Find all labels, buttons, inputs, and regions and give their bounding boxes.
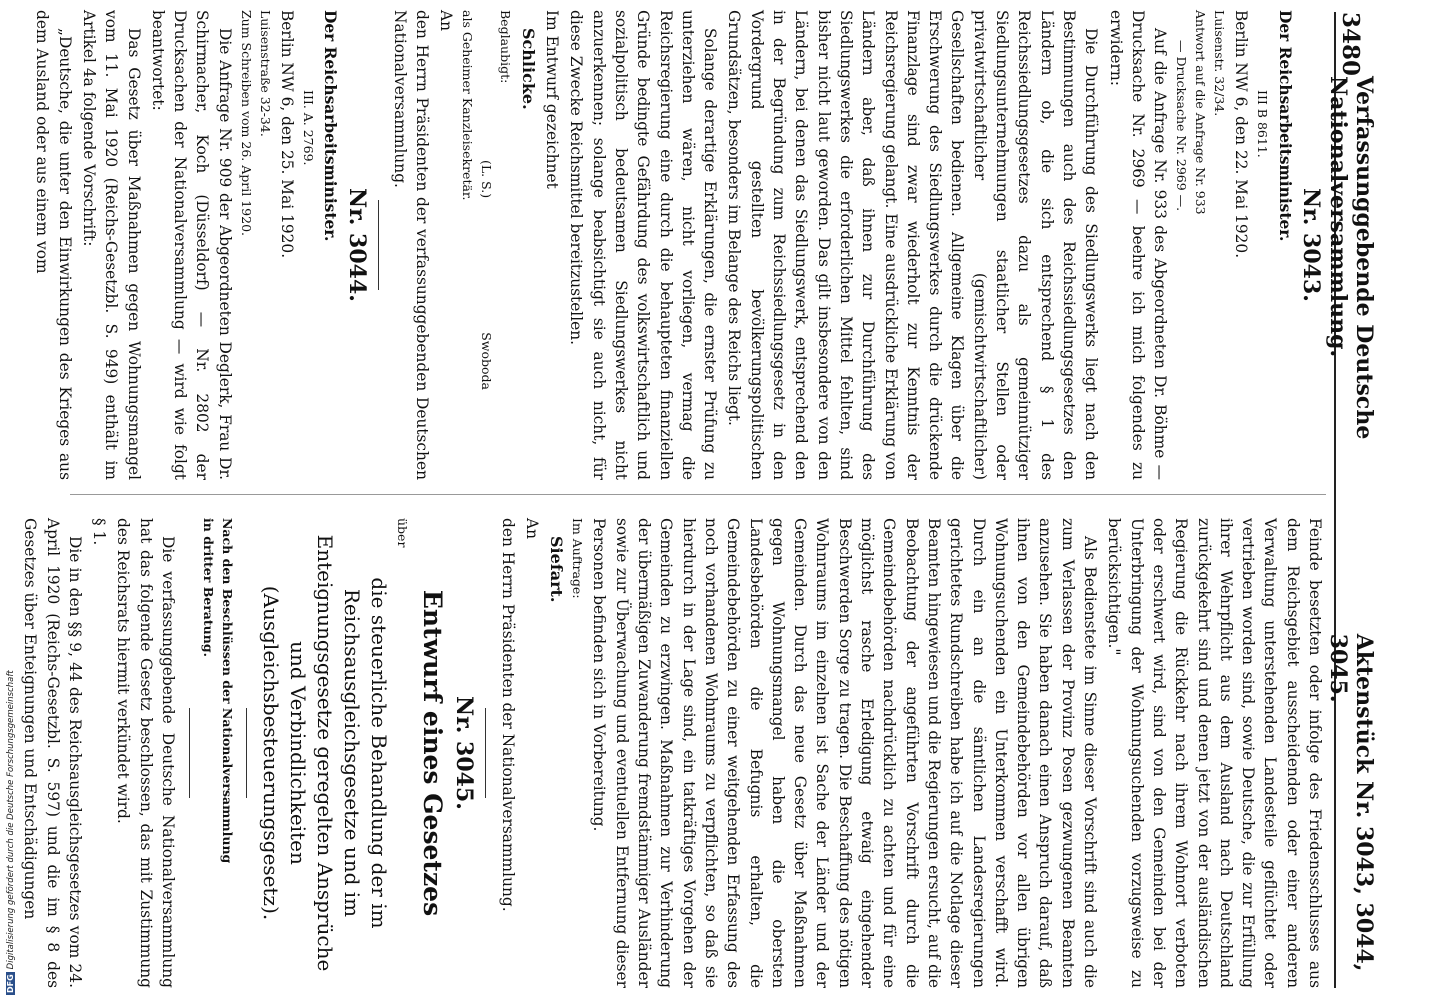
separator-rule bbox=[189, 708, 190, 798]
nr3043-beglaubiger: Swoboda bbox=[479, 332, 495, 390]
nr3044-street: Luisenstraße 32-34. bbox=[257, 10, 273, 137]
nr3045-paragraph-1: Die verfassunggebende Deutsche Nationalversammlung hat das folgende Gesetz beschlossen, das mit Zustimmung des Reichsrats hiermit verkündet wird. bbox=[114, 518, 178, 988]
nr3043-antwort: Antwort auf die Anfrage Nr. 933 bbox=[1193, 10, 1209, 215]
nr3043-seal: (L. S.) bbox=[479, 160, 495, 199]
nr3044-heading: Nr. 3044. bbox=[343, 188, 370, 302]
nr3045-subtitle: die steuerliche Behandlung der im Reichsausgleichsgesetze und im Enteignungsgesetze geregelten Ansprüche und Verbindlichkeiten bbox=[286, 534, 392, 972]
nr3043-drucksache: — Drucksache Nr. 2969 —. bbox=[1174, 40, 1190, 212]
nr3045-title: Entwurf eines Gesetzes bbox=[418, 589, 448, 917]
nr3043-paragraph-2: Die Durchführung des Siedlungswerks liegt nach den Bestimmungen auch des Reichssiedlungsgesetzes den Ländern ob, die sich entsprechend § 1 des Reichssiedlungsgesetzes dazu als gemeinnütziger Siedlungsunternehmungen staatlicher Stellen oder privatwirtschaftlicher (gemischtwirtschaftlicher) Gesellschaften bedienen. Allgemeine Klagen über die Erschwerung des Siedlungswerkes durch die drückende Finanzlage sind zwar wiederholt zur Kenntnis der Reichsregierung gelangt. Eine ausdrückliche Erklärung von Ländern aber, daß ihnen zur Durchführung des Siedlungswerkes die erforderlichen Mittel fehlten, sind bisher nicht laut geworden. Das gilt insbesondere von den Ländern, bei denen das Siedlungswerk, entsprechend den in der Begründung zum Reichssiedlungsgesetz in den Vordergrund gestellten bevölkerungspolitischen Grundsätzen, besonders im Belange des Reichs liegt. bbox=[725, 10, 1101, 480]
page-number: 3480 bbox=[1337, 12, 1365, 77]
nr3044-signer: Siefart. bbox=[547, 536, 567, 603]
nr3043-heading: Nr. 3043. bbox=[1298, 188, 1324, 302]
nr3043-sender: Der Reichsarbeitsminister. bbox=[1275, 10, 1294, 242]
nr3043-signer: Schlicke. bbox=[518, 28, 538, 110]
nr3044-paragraph-2: Das Gesetz über Maßnahmen gegen Wohnungsmangel vom 11. Mai 1920 (Reichs-Gesetzbl. S. 949) enthält im Artikel 4a folgende Vorschrift: bbox=[79, 10, 143, 480]
nr3045-beschluesse-1: Nach den Beschlüssen der Nationalversammlung bbox=[220, 518, 236, 864]
digitization-footer bbox=[2, 610, 26, 1000]
separator-rule bbox=[246, 708, 247, 798]
column-divider bbox=[70, 494, 1326, 495]
nr3044-schreiben: Zum Schreiben vom 26. April 1920. bbox=[238, 10, 254, 236]
footer-text: Digitalisierung gefördert durch die Deutsche Forschungsgemeinschaft bbox=[6, 670, 16, 970]
nr3044-place-date: Berlin NW 6, den 25. Mai 1920. bbox=[278, 10, 297, 259]
nr3044-paragraph-1: Die Anfrage Nr. 909 der Abgeordneten Deglerk, Frau Dr. Schirmacher, Koch (Düsseldorf) — Nr. 2802 der Drucksachen der Nationalversammlung — wird wie folgt beantwortet: bbox=[148, 10, 234, 480]
nr3043-im-entwurf: Im Entwurf gezeichnet bbox=[543, 10, 562, 189]
page-header bbox=[1325, 12, 1377, 988]
document-page bbox=[21, 0, 1380, 1000]
nr3045-paragraph-2: Die in den §§ 9, 44 des Reichsausgleichsgesetzes vom 24. April 1920 (Reichs-Gesetzbl. S. 597) und die im § 8 des Gesetzes über Enteignungen und Entschädigungen bbox=[21, 518, 84, 988]
nr3044-recipient: den Herrn Präsidenten der Nationalversammlung. bbox=[498, 518, 517, 912]
nr3045-section-1: § 1. bbox=[90, 518, 109, 546]
page-title: Verfassunggebende Deutsche Nationalversammlung. bbox=[1325, 76, 1377, 440]
nr3044-reference: III. A. 2769. bbox=[301, 90, 317, 166]
nr3044-continuation: Feinde besetzten oder infolge des Friedensschlusses aus dem Reichsgebiet ausscheidenden oder einer anderen Verwaltung unterstehenden Landesteile geflüchtet oder vertrieben worden sind, sowie Deutsche, die zur Erfüllung ihrer Wehrpflicht aus dem Ausland nach Deutschland zurückgekehrt sind und denen jetzt von der ausländischen Regierung die Rückkehr nach ihrem Wohnort verboten oder erschwert wird, sind von den Gemeinden bei der Unterbringung der Wohnungsuchenden vorzugsweise zu berücksichtigen." bbox=[1105, 518, 1324, 988]
nr3045-beschluesse-2: in dritter Beratung. bbox=[201, 518, 217, 657]
nr3044-an: An bbox=[522, 518, 541, 540]
nr3043-street: Luisenstr. 32/34. bbox=[1212, 10, 1228, 117]
nr3044-sender: Der Reichsarbeitsminister. bbox=[321, 10, 340, 242]
separator-rule bbox=[485, 708, 486, 798]
nr3045-ueber: über bbox=[395, 518, 411, 548]
nr3043-place-date: Berlin NW 6, den 22. Mai 1920. bbox=[1232, 10, 1251, 259]
nr3043-recipient: den Herrn Präsidenten der verfassunggebenden Deutschen Nationalversammlung. bbox=[390, 10, 432, 480]
nr3045-paren: (Ausgleichsbesteuerungsgesetz). bbox=[259, 585, 284, 921]
nr3043-paragraph-3: Solange derartige Erklärungen, die ernster Prüfung zu unterziehen wären, nicht vorliegen, vermag die Reichsregierung eine durch die behaupteten finanziellen Gründe bedingte Gefährdung des volkswirtschaftlich und sozialpolitisch bedeutsamen Siedlungswerkes nicht anzuerkennen; solange beabsichtigt sie auch nicht, für diese Zwecke Reichsmittel bereitzustellen. bbox=[567, 10, 720, 480]
nr3043-an: An bbox=[437, 10, 456, 32]
dfg-logo: DFG bbox=[6, 974, 15, 993]
nr3044-paragraph-als: Als Bedienstete im Sinne dieser Vorschrift sind auch die zum Verlassen der Provinz Posen gezwungenen Beamten anzusehen. Sie haben danach einen Anspruch darauf, daß ihnen von den Gemeindebehörden vor allen übrigen Wohnungsuchenden ein Unterkommen verschafft wird. Durch ein an die sämtlichen Landesregierungen gerichtetes Rundschreiben habe ich auf die Notlage dieser Beamten hingewiesen und die Regierungen ersucht, auf die Beobachtung der angeführten Vorschrift durch die Gemeindebehörden nachdrücklich zu achten und für eine möglichst rasche Erledigung etwaig eingehender Beschwerden Sorge zu tragen. Die Beschaffung des nötigen Wohnraums im einzelnen ist Sache der Länder und der Gemeinden. Durch das neue Gesetz über Maßnahmen gegen Wohnungsmangel haben die obersten Landesbehörden die Befugnis erhalten, die Gemeindebehörden zu einer weitgehenden Erfassung des noch vorhandenen Wohnraums zu verpflichten, so daß sie hierdurch in der Lage sind, ein tatkräftiges Vorgehen der Gemeinden zu erzwingen. Maßnahmen zur Verhinderung der übermäßigen Zuwanderung fremdstämmiger Ausländer sowie zur Überwachung und eventuellen Entfernung dieser Personen befinden sich in Vorbereitung. bbox=[590, 518, 1100, 988]
nr3044-im-auftrage: Im Auftrage: bbox=[570, 518, 586, 599]
nr3043-beglaubigt: Beglaubigt: bbox=[498, 10, 514, 84]
nr3043-paragraph-1: Auf die Anfrage Nr. 933 des Abgeordneten Dr. Böhme — Drucksache Nr. 2969 — beehre ich mich folgendes zu erwidern: bbox=[1106, 10, 1170, 480]
aktenstueck-numbers: Aktenstück Nr. 3043, 3044, 3045. bbox=[1325, 633, 1377, 972]
nr3043-beglaubiger-title: als Geheimer Kanzleisekretär. bbox=[460, 10, 476, 201]
nr3043-reference: III B 8611. bbox=[1255, 90, 1271, 158]
right-column bbox=[21, 518, 1326, 988]
separator-rule bbox=[378, 200, 379, 290]
left-column bbox=[33, 10, 1326, 480]
nr3045-heading: Nr. 3045. bbox=[451, 696, 478, 810]
nr3044-paragraph-3: „Deutsche, die unter den Einwirkungen des Krieges aus dem Ausland oder aus einem vom bbox=[33, 10, 74, 480]
